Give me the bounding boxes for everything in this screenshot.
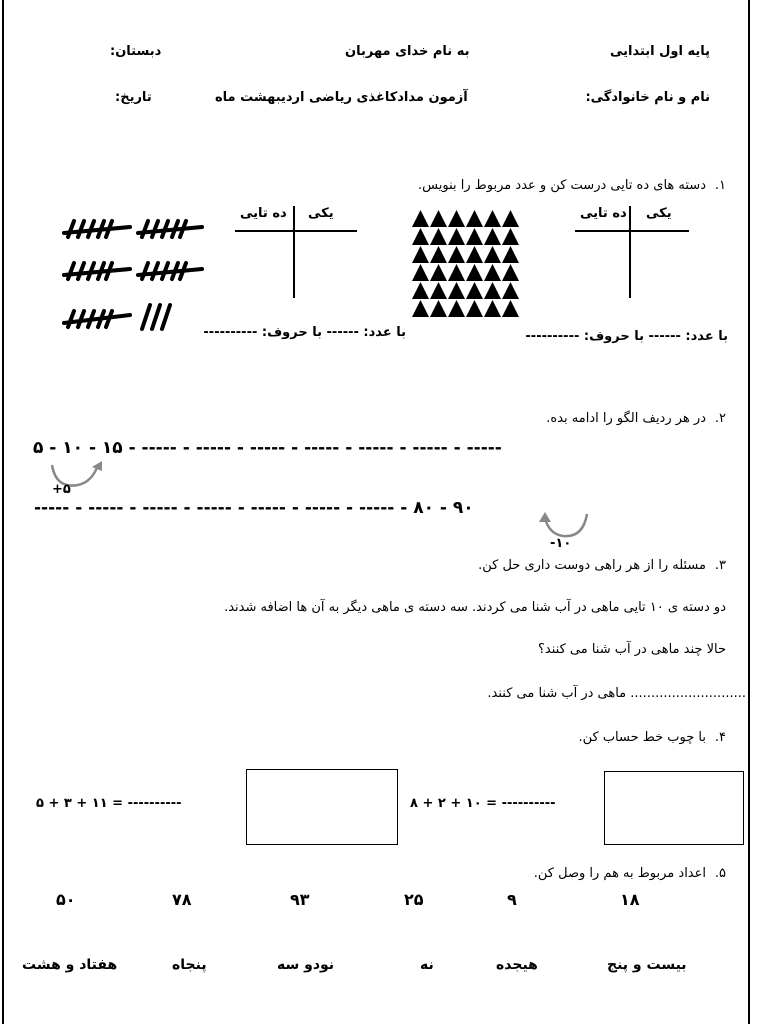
triangle-8 [430,228,447,245]
q3-number: ۳. [714,558,726,573]
plus-five-hint: +۵ [52,482,71,497]
triangle-4 [466,210,483,227]
q1-text: دسته های ده تایی درست کن و عدد مربوط را بنویس. [418,178,706,193]
match-number-4: ۹۳ [290,890,310,909]
q2-number: ۲. [714,411,726,426]
exam-title: آزمون مدادکاغذی ریاضی اردیبهشت ماه [215,90,468,105]
triangle-15 [448,246,465,263]
triangle-10 [466,228,483,245]
school-label: دبستان: [110,44,162,59]
triangle-7 [412,228,429,245]
left-ones-header: یکی [308,206,334,221]
left-tens-header: ده تایی [240,206,287,221]
triangle-36 [502,300,519,317]
triangle-34 [466,300,483,317]
triangle-27 [448,282,465,299]
triangle-32 [430,300,447,317]
triangle-30 [502,282,519,299]
date-label: تاریخ: [115,90,152,105]
match-word-2: هیجده [496,957,538,973]
triangle-1 [412,210,429,227]
triangle-25 [412,282,429,299]
right-answer-line: با عدد: ------ با حروف: ---------- [525,329,728,344]
match-word-1: بیست و پنج [607,957,687,973]
right-table-vline [629,206,631,298]
triangle-20 [430,264,447,281]
right-tens-header: ده تایی [580,206,627,221]
q4-number: ۴. [714,730,726,745]
triangle-31 [412,300,429,317]
left-table-vline [293,206,295,298]
q5-number: ۵. [714,866,726,881]
match-number-5: ۷۸ [172,890,192,909]
grade-label: پایه اول ابتدایی [609,44,710,59]
left-table-hline [235,230,357,232]
pattern-row-2: ----- - ----- - ----- - ----- - ----- - ----- - ----- - ۸۰ - ۹۰ [34,498,474,518]
triangle-12 [502,228,519,245]
triangle-33 [448,300,465,317]
match-word-3: نه [420,957,434,973]
match-word-5: پنجاه [172,957,207,973]
triangle-11 [484,228,501,245]
triangle-28 [466,282,483,299]
triangle-5 [484,210,501,227]
q3-problem-line2: حالا چند ماهی در آب شنا می کنند؟ [538,642,726,657]
triangle-14 [430,246,447,263]
triangle-16 [466,246,483,263]
q4-expression-left: ۵ + ۳ + ۱۱ = ---------- [36,796,182,811]
q5-text: اعداد مربوط به هم را وصل کن. [533,866,706,881]
q4-answer-box-right[interactable] [604,771,744,845]
left-answer-line: با عدد: ------ با حروف: ---------- [203,325,406,340]
triangle-6 [502,210,519,227]
minus-ten-hint: -۱۰ [550,536,572,551]
triangle-35 [484,300,501,317]
match-word-6: هفتاد و هشت [22,957,118,973]
q4-answer-box-left[interactable] [246,769,398,845]
match-number-6: ۵۰ [56,890,76,909]
q3-problem-line1: دو دسته ی ۱۰ تایی ماهی در آب شنا می کردند. سه دسته ی ماهی دیگر به آن ها اضافه شدند. [224,600,726,615]
triangle-9 [448,228,465,245]
q1-number: ۱. [714,178,726,193]
triangle-22 [466,264,483,281]
triangle-2 [430,210,447,227]
bismillah: به نام خدای مهربان [345,44,470,59]
q3-text: مسئله را از هر راهی دوست داری حل کن. [478,558,706,573]
triangle-17 [484,246,501,263]
triangle-23 [484,264,501,281]
triangle-26 [430,282,447,299]
match-number-2: ۹ [507,890,517,909]
match-word-4: نودو سه [277,957,335,973]
tally-marks-figure [60,215,210,335]
right-table-hline [575,230,689,232]
triangle-19 [412,264,429,281]
triangle-18 [502,246,519,263]
q4-expression-right: ۸ + ۲ + ۱۰ = ---------- [410,796,556,811]
q4-text: با چوب خط حساب کن. [578,730,706,745]
triangle-29 [484,282,501,299]
triangle-24 [502,264,519,281]
triangle-21 [448,264,465,281]
match-number-1: ۱۸ [620,890,640,909]
right-ones-header: یکی [646,206,672,221]
triangles-grid [412,210,522,320]
name-label: نام و نام خانوادگی: [585,90,710,105]
q3-answer-line: ............................ ماهی در آب شنا می کنند. [487,686,746,701]
pattern-row-1: ۵ - ۱۰ - ۱۵ - ----- - ----- - ----- - ----- - ----- - ----- - ----- [33,438,502,458]
match-number-3: ۲۵ [404,890,424,909]
triangle-3 [448,210,465,227]
triangle-13 [412,246,429,263]
q2-text: در هر ردیف الگو را ادامه بده. [546,411,706,426]
